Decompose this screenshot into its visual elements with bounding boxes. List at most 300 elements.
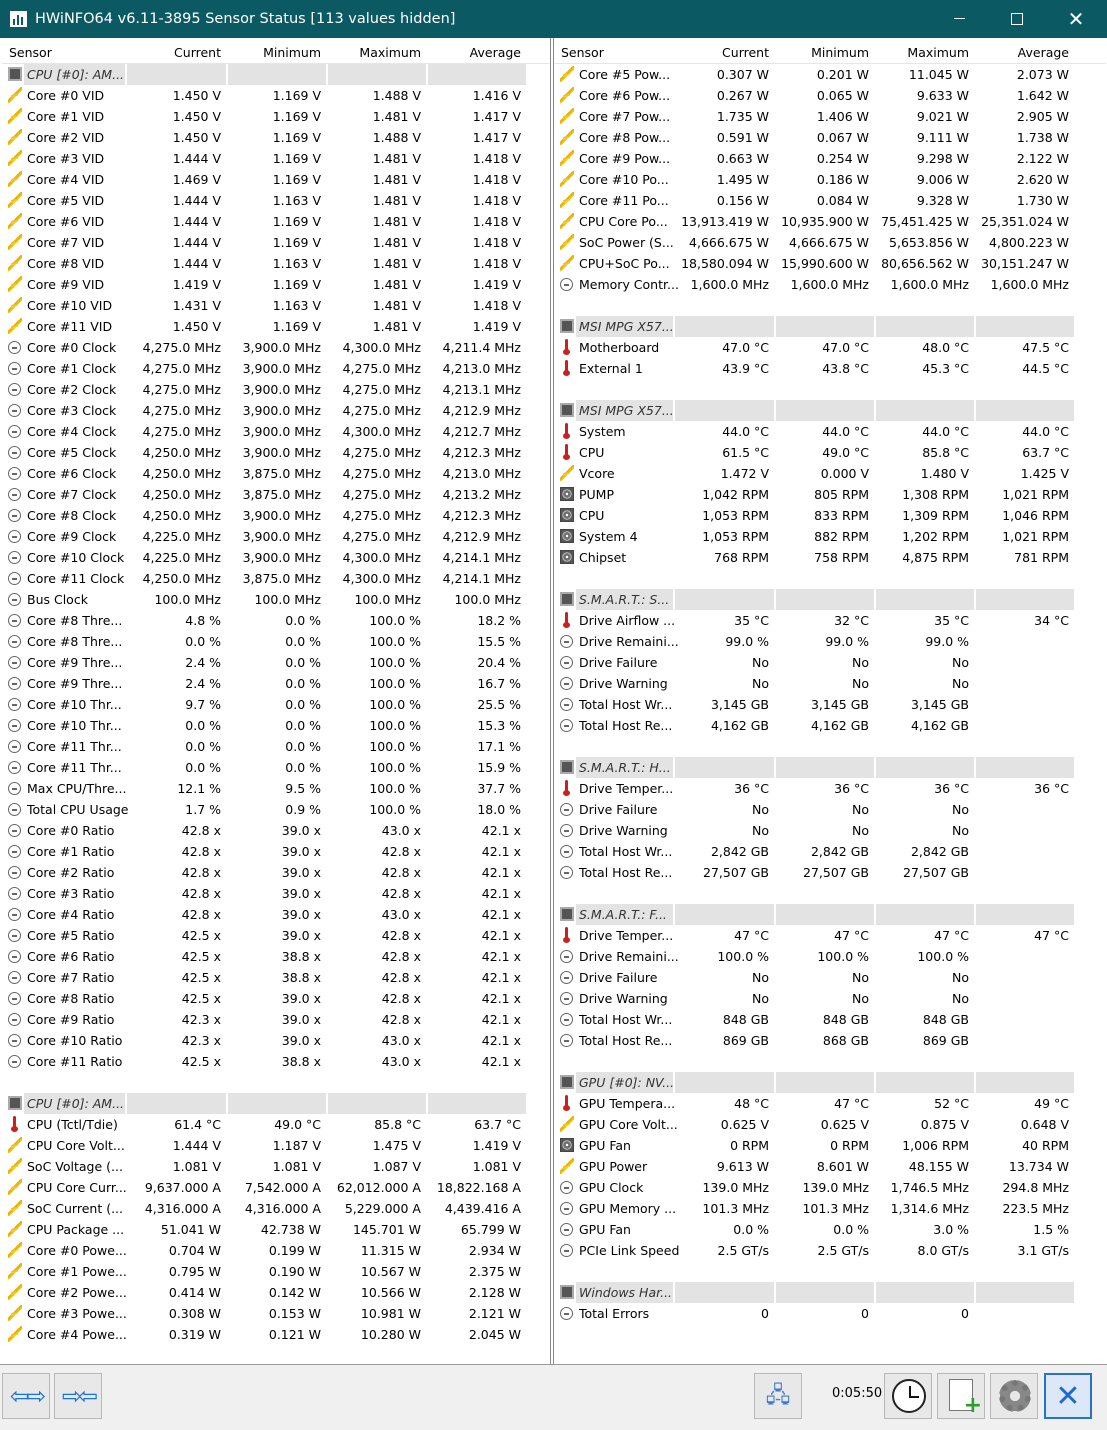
minimum-value: 27,507 GB <box>803 865 869 880</box>
gauge-icon <box>8 845 21 858</box>
sensor-group-header[interactable] <box>554 400 1106 421</box>
lightning-icon <box>8 87 22 103</box>
current-value: 13,913.419 W <box>681 214 769 229</box>
lightning-icon <box>8 150 22 166</box>
maximum-value: 42.8 x <box>381 865 421 880</box>
sensor-row[interactable] <box>554 1135 1106 1156</box>
sensor-row[interactable] <box>554 127 1106 148</box>
sensor-row[interactable] <box>554 526 1106 547</box>
gauge-icon <box>8 425 21 438</box>
sensor-group-header[interactable] <box>554 757 1106 778</box>
current-value: 1.7 % <box>185 802 221 817</box>
current-value: 1,053 RPM <box>702 529 769 544</box>
minimum-value: 3,900.0 MHz <box>242 340 321 355</box>
average-value: 1.738 W <box>1016 130 1069 145</box>
sensor-row[interactable] <box>2 841 550 862</box>
group-band <box>876 757 974 778</box>
current-value: 0.319 W <box>168 1327 221 1342</box>
maximum-value: 869 GB <box>922 1033 969 1048</box>
group-band <box>675 316 774 337</box>
minimum-value: 833 RPM <box>814 508 869 523</box>
sensor-row[interactable] <box>554 1240 1106 1261</box>
title-bar[interactable] <box>0 0 1107 38</box>
sensor-row[interactable] <box>2 421 550 442</box>
sensor-row[interactable] <box>554 421 1106 442</box>
minimum-value: 39.0 x <box>281 928 321 943</box>
minimum-value: 882 RPM <box>814 529 869 544</box>
column-header-minimum[interactable]: Minimum <box>811 45 869 60</box>
sensor-row[interactable] <box>554 778 1106 799</box>
group-band <box>776 757 874 778</box>
sensor-row[interactable] <box>2 190 550 211</box>
maximum-value: 1,600.0 MHz <box>890 277 969 292</box>
maximum-value: 100.0 % <box>369 739 421 754</box>
sensor-row[interactable] <box>2 316 550 337</box>
lightning-icon <box>8 234 22 250</box>
column-header-maximum[interactable]: Maximum <box>907 45 969 60</box>
gauge-icon <box>560 845 573 858</box>
current-value: 1.450 V <box>172 109 221 124</box>
sensor-row[interactable] <box>554 1009 1106 1030</box>
spacer-row <box>554 295 1106 316</box>
sensor-row[interactable] <box>2 274 550 295</box>
sensor-name: CPU Core Po... <box>579 214 668 229</box>
current-value: No <box>752 970 769 985</box>
group-band <box>675 1282 774 1303</box>
sensor-row[interactable] <box>554 85 1106 106</box>
sensor-row[interactable] <box>2 1261 550 1282</box>
average-value: 42.1 x <box>481 1054 521 1069</box>
sensor-row[interactable] <box>2 211 550 232</box>
sensor-row[interactable] <box>2 820 550 841</box>
sensor-name: Core #1 VID <box>27 109 105 124</box>
sensor-name: Core #8 VID <box>27 256 105 271</box>
maximum-value: 75,451.425 W <box>881 214 969 229</box>
sensor-row[interactable] <box>2 1324 550 1345</box>
sensor-row[interactable] <box>554 715 1106 736</box>
sensor-row[interactable] <box>554 820 1106 841</box>
maximize-button[interactable] <box>988 0 1046 38</box>
chip-icon <box>560 592 574 606</box>
column-header[interactable] <box>554 38 1106 64</box>
sensor-group-header[interactable] <box>2 1093 550 1114</box>
sensor-group-header[interactable] <box>554 589 1106 610</box>
sensor-row[interactable] <box>2 778 550 799</box>
sensor-group-header[interactable] <box>554 904 1106 925</box>
sensor-name: Total Host Re... <box>579 718 673 733</box>
sensor-row[interactable] <box>554 547 1106 568</box>
average-value: 2.128 W <box>468 1285 521 1300</box>
maximum-value: 43.0 x <box>381 1054 421 1069</box>
maximum-value: No <box>952 802 969 817</box>
sensor-name: Core #10 Thr... <box>27 718 122 733</box>
maximum-value: 43.0 x <box>381 823 421 838</box>
sensor-row[interactable] <box>554 484 1106 505</box>
sensor-row[interactable] <box>2 547 550 568</box>
sensor-row[interactable] <box>2 442 550 463</box>
current-value: 2,842 GB <box>710 844 769 859</box>
group-label: CPU [#0]: AM... <box>27 67 125 82</box>
sensor-row[interactable] <box>2 946 550 967</box>
add-document-icon <box>949 1379 973 1411</box>
sensor-name: Core #4 Clock <box>27 424 117 439</box>
sensor-row[interactable] <box>554 1030 1106 1051</box>
sensor-row[interactable] <box>2 799 550 820</box>
sensor-name: GPU Clock <box>579 1180 644 1195</box>
sensor-row[interactable] <box>2 127 550 148</box>
sensor-row[interactable] <box>554 841 1106 862</box>
average-value: 18,822.168 A <box>436 1180 521 1195</box>
thermometer-icon <box>560 612 574 628</box>
minimum-value: 47 °C <box>834 928 869 943</box>
average-value: 4,212.9 MHz <box>442 529 521 544</box>
average-value: 18.0 % <box>477 802 521 817</box>
current-value: 4,250.0 MHz <box>142 466 221 481</box>
sensor-row[interactable] <box>554 1303 1106 1324</box>
current-value: 12.1 % <box>177 781 221 796</box>
sensor-name: Drive Temper... <box>579 781 674 796</box>
sensor-row[interactable] <box>2 400 550 421</box>
settings-button[interactable] <box>990 1373 1038 1419</box>
sensor-row[interactable] <box>2 967 550 988</box>
spacer-row <box>554 1051 1106 1072</box>
gauge-icon <box>8 761 21 774</box>
column-header-minimum[interactable]: Minimum <box>263 45 321 60</box>
sensor-row[interactable] <box>2 1219 550 1240</box>
gauge-icon <box>560 866 573 879</box>
sensor-row[interactable] <box>554 967 1106 988</box>
close-button[interactable]: ✕ <box>1067 7 1085 31</box>
sensor-row[interactable] <box>2 631 550 652</box>
sensor-row[interactable] <box>554 1198 1106 1219</box>
minimum-value: 32 °C <box>834 613 869 628</box>
column-header-sensor[interactable]: Sensor <box>9 45 52 60</box>
sensor-row[interactable] <box>554 148 1106 169</box>
lightning-icon <box>8 276 22 292</box>
group-label: S.M.A.R.T.: H... <box>579 760 671 775</box>
sensor-row[interactable] <box>2 1009 550 1030</box>
average-value: 40 RPM <box>1022 1138 1069 1153</box>
maximum-value: 4,162 GB <box>910 718 969 733</box>
current-value: 4,275.0 MHz <box>142 403 221 418</box>
gauge-icon <box>8 698 21 711</box>
minimum-value: No <box>852 991 869 1006</box>
current-value: 100.0 MHz <box>154 592 221 607</box>
sensor-row[interactable] <box>554 274 1106 295</box>
sensor-row[interactable] <box>2 904 550 925</box>
average-value: 42.1 x <box>481 991 521 1006</box>
maximum-value: 36 °C <box>934 781 969 796</box>
minimum-value: No <box>852 970 869 985</box>
sensor-list[interactable] <box>2 64 550 1345</box>
maximum-value: 1.481 V <box>372 109 421 124</box>
sensor-row[interactable] <box>2 337 550 358</box>
sensor-name: Vcore <box>579 466 615 481</box>
sensor-group-header[interactable] <box>554 1072 1106 1093</box>
maximum-value: 1.087 V <box>372 1159 421 1174</box>
sensor-row[interactable] <box>554 1093 1106 1114</box>
minimum-value: 47 °C <box>834 1096 869 1111</box>
sensor-row[interactable] <box>554 631 1106 652</box>
maximum-value: 100.0 % <box>369 676 421 691</box>
sensor-row[interactable] <box>554 337 1106 358</box>
sensor-name: Drive Failure <box>579 655 658 670</box>
sensor-name: SoC Current (... <box>27 1201 124 1216</box>
sensor-name: Core #0 Powe... <box>27 1243 127 1258</box>
sensor-row[interactable] <box>2 1156 550 1177</box>
logging-button[interactable] <box>937 1373 985 1419</box>
minimum-value: 2.5 GT/s <box>817 1243 869 1258</box>
sensor-row[interactable] <box>2 736 550 757</box>
sensor-row[interactable] <box>554 190 1106 211</box>
sensor-row[interactable] <box>2 379 550 400</box>
current-value: 139.0 MHz <box>702 1180 769 1195</box>
sensor-group-header[interactable] <box>554 1282 1106 1303</box>
left-sensor-pane[interactable] <box>2 38 551 1364</box>
group-band <box>776 1282 874 1303</box>
sensor-row[interactable] <box>2 505 550 526</box>
maximum-value: 1.481 V <box>372 193 421 208</box>
minimize-button[interactable] <box>930 0 988 38</box>
sensor-row[interactable] <box>2 925 550 946</box>
sensor-row[interactable] <box>2 1030 550 1051</box>
group-label: MSI MPG X57... <box>579 319 674 334</box>
sensor-row[interactable] <box>2 1051 550 1072</box>
sensor-row[interactable] <box>2 106 550 127</box>
current-value: 848 GB <box>722 1012 769 1027</box>
column-header[interactable] <box>2 38 550 64</box>
current-value: 2.4 % <box>185 655 221 670</box>
sensor-row[interactable] <box>2 463 550 484</box>
sensor-name: Core #4 Powe... <box>27 1327 127 1342</box>
column-header-average[interactable]: Average <box>1017 45 1069 60</box>
maximum-value: 145.701 W <box>352 1222 421 1237</box>
sensor-group-header[interactable] <box>2 64 550 85</box>
sensor-row[interactable] <box>554 64 1106 85</box>
sensor-row[interactable] <box>2 589 550 610</box>
sensor-row[interactable] <box>2 484 550 505</box>
group-band <box>976 904 1074 925</box>
sensor-row[interactable] <box>554 1156 1106 1177</box>
average-value: 1.418 V <box>472 256 521 271</box>
collapse-columns-button[interactable] <box>54 1373 102 1419</box>
gauge-icon <box>8 383 21 396</box>
average-value: 42.1 x <box>481 928 521 943</box>
spacer-row <box>554 379 1106 400</box>
average-value: 294.8 MHz <box>1002 1180 1069 1195</box>
sensor-row[interactable] <box>554 610 1106 631</box>
sensor-row[interactable] <box>2 652 550 673</box>
sensor-row[interactable] <box>2 1135 550 1156</box>
spacer-row <box>554 883 1106 904</box>
minimum-value: 43.8 °C <box>822 361 869 376</box>
sensor-row[interactable] <box>554 925 1106 946</box>
reset-timer-button[interactable] <box>884 1373 932 1419</box>
sensor-row[interactable] <box>554 169 1106 190</box>
group-band <box>428 1093 526 1114</box>
sensor-row[interactable] <box>554 463 1106 484</box>
sensor-row[interactable] <box>554 232 1106 253</box>
maximum-value: 62,012.000 A <box>336 1180 421 1195</box>
current-value: 0.308 W <box>168 1306 221 1321</box>
sensor-row[interactable] <box>2 169 550 190</box>
sensor-row[interactable] <box>2 85 550 106</box>
current-value: 3,145 GB <box>710 697 769 712</box>
maximum-value: No <box>952 991 969 1006</box>
current-value: 1.735 W <box>716 109 769 124</box>
sensor-row[interactable] <box>554 358 1106 379</box>
current-value: 4,250.0 MHz <box>142 571 221 586</box>
lightning-icon <box>8 1326 22 1342</box>
exit-button[interactable] <box>1044 1373 1092 1419</box>
sensor-row[interactable] <box>2 610 550 631</box>
current-value: 0.267 W <box>716 88 769 103</box>
sensor-name: GPU Core Volt... <box>579 1117 678 1132</box>
sensor-row[interactable] <box>554 652 1106 673</box>
sensor-name: Total Host Wr... <box>579 844 673 859</box>
sensor-group-header[interactable] <box>554 316 1106 337</box>
gauge-icon <box>8 1013 21 1026</box>
sensor-row[interactable] <box>554 988 1106 1009</box>
group-label: GPU [#0]: NV... <box>579 1075 675 1090</box>
current-value: 36 °C <box>734 781 769 796</box>
sensor-row[interactable] <box>554 505 1106 526</box>
minimum-value: 3,145 GB <box>810 697 869 712</box>
sensor-name: Drive Warning <box>579 991 668 1006</box>
sensor-row[interactable] <box>2 715 550 736</box>
gauge-icon <box>560 803 573 816</box>
gauge-icon <box>8 1055 21 1068</box>
minimum-value: 1.169 V <box>272 88 321 103</box>
sensor-row[interactable] <box>2 883 550 904</box>
minimum-value: 4,316.000 A <box>244 1201 321 1216</box>
sensor-row[interactable] <box>2 1282 550 1303</box>
current-value: 42.5 x <box>181 970 221 985</box>
gauge-icon <box>8 362 21 375</box>
sensor-row[interactable] <box>554 946 1106 967</box>
gauge-icon <box>8 803 21 816</box>
sensor-row[interactable] <box>554 1219 1106 1240</box>
gauge-icon <box>8 635 21 648</box>
average-value: 4,211.4 MHz <box>442 340 521 355</box>
sensor-name: Core #5 Pow... <box>579 67 671 82</box>
sensor-row[interactable] <box>2 1198 550 1219</box>
average-value: 4,212.7 MHz <box>442 424 521 439</box>
average-value: 36 °C <box>1034 781 1069 796</box>
sensor-row[interactable] <box>554 799 1106 820</box>
sensor-row[interactable] <box>2 1177 550 1198</box>
sensor-name: Total Host Re... <box>579 865 673 880</box>
average-value: 25.5 % <box>477 697 521 712</box>
sensor-row[interactable] <box>554 1114 1106 1135</box>
gauge-icon <box>560 1034 573 1047</box>
column-header-current[interactable]: Current <box>722 45 769 60</box>
current-value: 9.613 W <box>716 1159 769 1174</box>
average-value: 13.734 W <box>1008 1159 1069 1174</box>
sensor-row[interactable] <box>2 694 550 715</box>
spacer-row <box>554 568 1106 589</box>
expand-columns-button[interactable] <box>2 1373 50 1419</box>
maximum-value: 4,275.0 MHz <box>342 361 421 376</box>
column-header-maximum[interactable]: Maximum <box>359 45 421 60</box>
sensor-row[interactable] <box>554 1177 1106 1198</box>
sensor-row[interactable] <box>554 694 1106 715</box>
sensor-row[interactable] <box>554 862 1106 883</box>
maximum-value: 42.8 x <box>381 1012 421 1027</box>
current-value: 42.8 x <box>181 886 221 901</box>
current-value: 0.0 % <box>185 634 221 649</box>
average-value: 2.905 W <box>1016 109 1069 124</box>
gauge-icon <box>8 971 21 984</box>
sensor-list[interactable] <box>554 64 1106 1324</box>
column-header-current[interactable]: Current <box>174 45 221 60</box>
maximum-value: 1.481 V <box>372 298 421 313</box>
sensor-row[interactable] <box>2 862 550 883</box>
column-header-sensor[interactable]: Sensor <box>561 45 604 60</box>
current-value: 0.307 W <box>716 67 769 82</box>
average-value: 1.081 V <box>472 1159 521 1174</box>
sensor-row[interactable] <box>2 253 550 274</box>
sensor-row[interactable] <box>2 1240 550 1261</box>
sensor-row[interactable] <box>2 988 550 1009</box>
current-value: 1,042 RPM <box>702 487 769 502</box>
sensor-name: SoC Voltage (... <box>27 1159 123 1174</box>
maximum-value: 9.111 W <box>916 130 969 145</box>
maximum-value: 1.488 V <box>372 130 421 145</box>
average-value: 1.418 V <box>472 151 521 166</box>
minimum-value: 0.084 W <box>816 193 869 208</box>
right-sensor-pane[interactable] <box>553 38 1106 1364</box>
network-button[interactable] <box>754 1373 802 1419</box>
sensor-row[interactable] <box>2 757 550 778</box>
sensor-row[interactable] <box>554 253 1106 274</box>
average-value: 0.648 V <box>1020 1117 1069 1132</box>
sensor-name: Core #11 Po... <box>579 193 669 208</box>
minimum-value: 39.0 x <box>281 886 321 901</box>
maximum-value: No <box>952 676 969 691</box>
sensor-row[interactable] <box>2 358 550 379</box>
sensor-row[interactable] <box>2 1303 550 1324</box>
average-value: 1.419 V <box>472 1138 521 1153</box>
group-band <box>976 757 1074 778</box>
gear-icon <box>999 1380 1031 1412</box>
sensor-row[interactable] <box>554 106 1106 127</box>
sensor-row[interactable] <box>554 442 1106 463</box>
sensor-row[interactable] <box>2 526 550 547</box>
lightning-icon <box>8 255 22 271</box>
column-header-average[interactable]: Average <box>469 45 521 60</box>
window-title: HWiNFO64 v6.11-3895 Sensor Status [113 values hidden] <box>35 11 456 27</box>
sensor-row[interactable] <box>2 295 550 316</box>
gauge-icon <box>8 488 21 501</box>
average-value: 100.0 MHz <box>454 592 521 607</box>
sensor-row[interactable] <box>2 673 550 694</box>
sensor-row[interactable] <box>554 673 1106 694</box>
current-value: 35 °C <box>734 613 769 628</box>
sensor-row[interactable] <box>2 1114 550 1135</box>
average-value: 4,800.223 W <box>989 235 1069 250</box>
sensor-row[interactable] <box>2 232 550 253</box>
maximum-value: 9.328 W <box>916 193 969 208</box>
average-value: 16.7 % <box>477 676 521 691</box>
sensor-row[interactable] <box>2 148 550 169</box>
minimum-value: 38.8 x <box>281 949 321 964</box>
gauge-icon <box>560 950 573 963</box>
minimum-value: 3,900.0 MHz <box>242 508 321 523</box>
sensor-row[interactable] <box>554 211 1106 232</box>
average-value: 2.073 W <box>1016 67 1069 82</box>
sensor-row[interactable] <box>2 568 550 589</box>
